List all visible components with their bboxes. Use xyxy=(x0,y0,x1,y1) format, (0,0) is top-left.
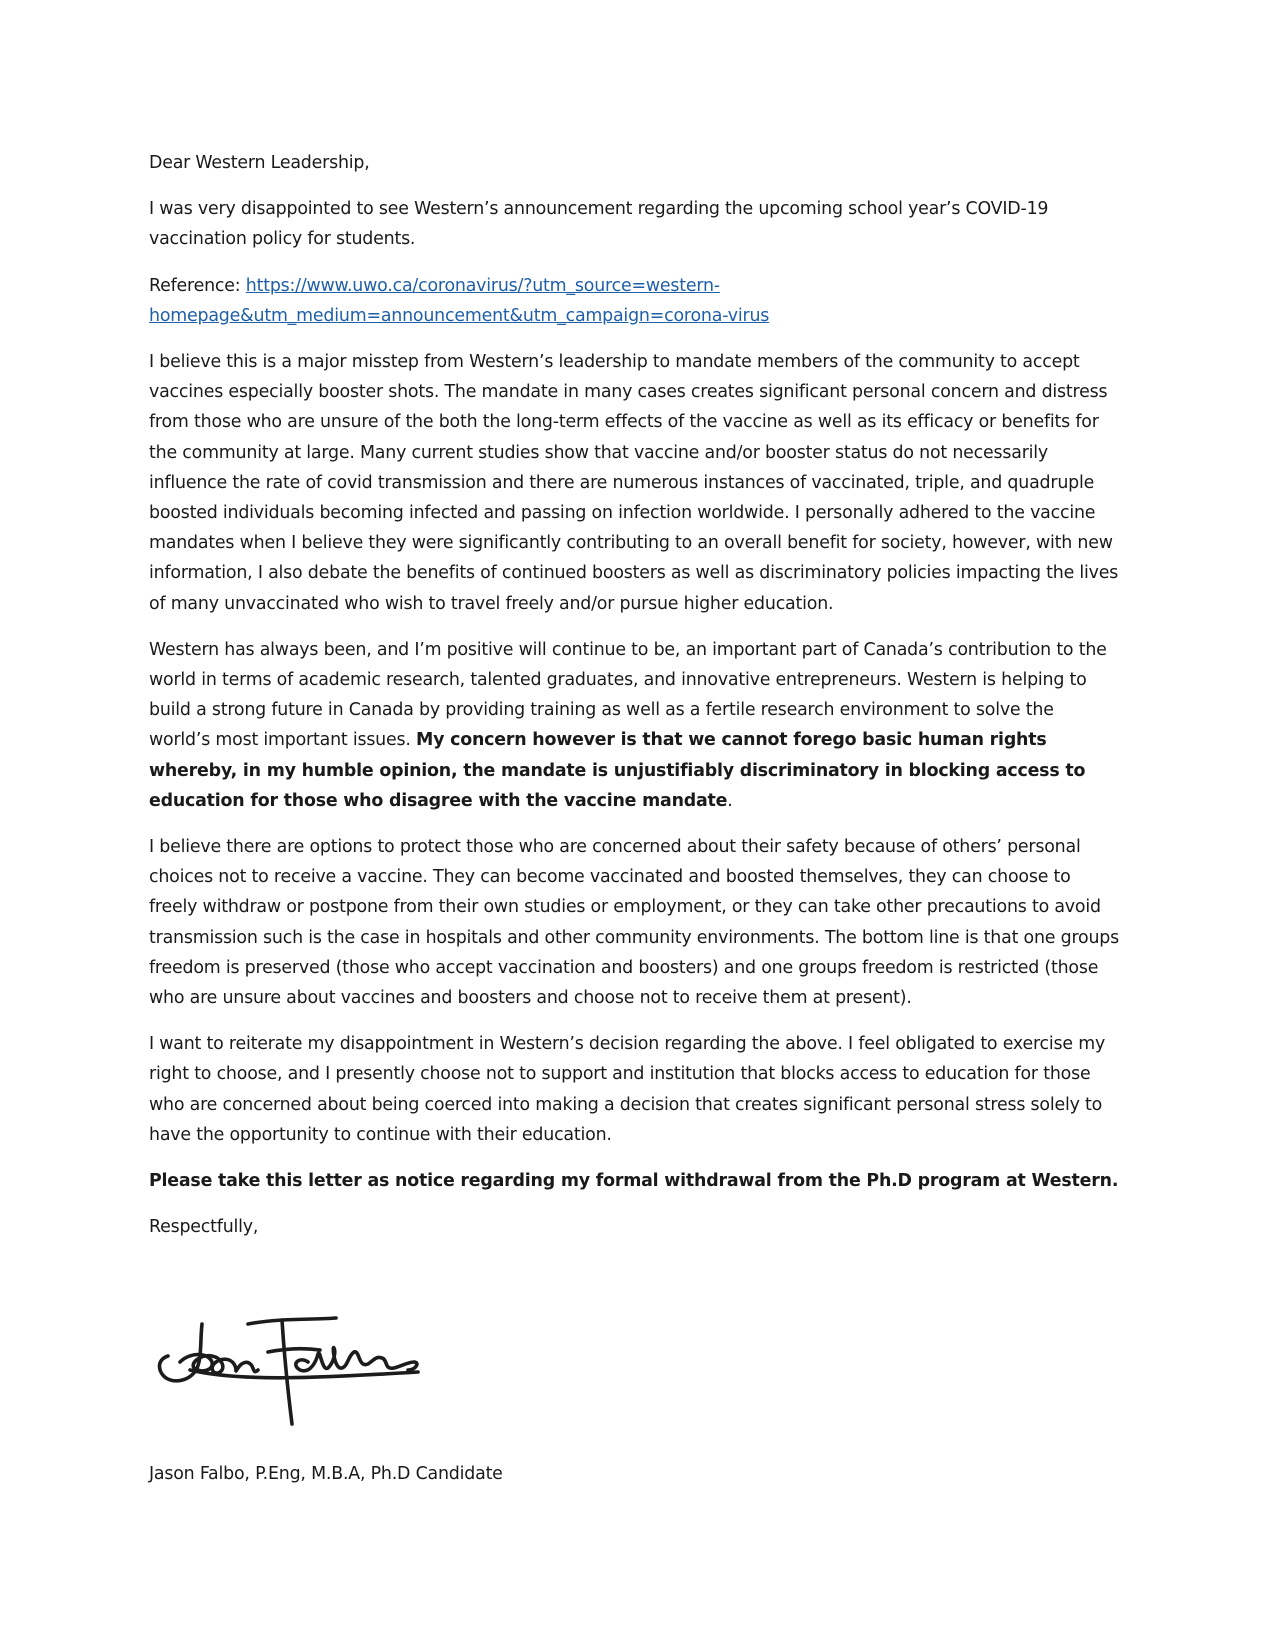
salutation: Dear Western Leadership, xyxy=(149,153,370,173)
reference-line xyxy=(149,271,1119,331)
intro-paragraph: I was very disappointed to see Western’s announcement regarding the upcoming school year’s COVID-19 vaccination policy for students. xyxy=(149,199,1049,250)
signer-name: Jason Falbo, P.Eng, M.B.A, Ph.D Candidate xyxy=(149,1464,503,1484)
paragraph-mandate-concern: I believe this is a major misstep from Western’s leadership to mandate members of the community to accept vaccines especially booster shots. The mandate in many cases creates significant personal concern and distress from those who are unsure of the both the long-term effects of the vaccine as well as its efficacy or benefits for the community at large. Many current studies show that vaccine and/or booster status do not necessarily influence the rate of covid transmission and there are numerous instances of vaccinated, triple, and quadruple boosted individuals becoming infected and passing on infection worldwide. I personally adhered to the vaccine mandates when I believe they were significantly contributing to an overall benefit for society, however, with new information, I also debate the benefits of continued boosters as well as discriminatory policies impacting the lives of many unvaccinated who wish to travel freely and/or pursue higher education. xyxy=(149,352,1119,614)
reference-label: Reference: xyxy=(149,275,246,296)
letter-body xyxy=(149,148,1119,1259)
paragraph-western-bold: My concern however is that we cannot forego basic human rights whereby, in my humble opinion, the mandate is unjustifiably discriminatory in blocking access to education for those who disagree with the vaccine mandate xyxy=(149,730,1086,811)
closing: Respectfully, xyxy=(149,1217,259,1238)
paragraph-western-contribution xyxy=(149,635,1119,816)
paragraph-western-plain: Western has always been, and I’m positive will continue to be, an important part of Canada’s contribution to the world in terms of academic research, talented graduates, and innovative entrepreneurs. Western is helping to build a strong future in Canada by providing training as well as a fertile research environment to solve the world’s most important issues. xyxy=(149,639,1107,751)
handwritten-signature xyxy=(150,1312,450,1432)
paragraph-options: I believe there are options to protect those who are concerned about their safety because of others’ personal choices not to receive a vaccine. They can become vaccinated and boosted themselves, they can choose to freely withdraw or postpone from their own studies or employment, or they can take other precautions to avoid transmission such is the case in hospitals and other community environments. The bottom line is that one groups freedom is preserved (those who accept vaccination and boosters) and one groups freedom is restricted (those who are unsure about vaccines and boosters and choose not to receive them at present). xyxy=(149,837,1119,1009)
paragraph-reiterate: I want to reiterate my disappointment in Western’s decision regarding the above. I feel obligated to exercise my right to choose, and I presently choose not to support and institution that blocks access to education for those who are concerned about being coerced into making a decision that creates significant personal stress solely to have the opportunity to continue with their education. xyxy=(149,1034,1106,1145)
paragraph-western-end: . xyxy=(727,790,733,811)
reference-link[interactable]: https://www.uwo.ca/coronavirus/?utm_source=western-homepage&utm_medium=announcement&utm_campaign=corona-virus xyxy=(149,275,770,326)
withdrawal-notice: Please take this letter as notice regarding my formal withdrawal from the Ph.D program at Western. xyxy=(149,1171,1119,1192)
